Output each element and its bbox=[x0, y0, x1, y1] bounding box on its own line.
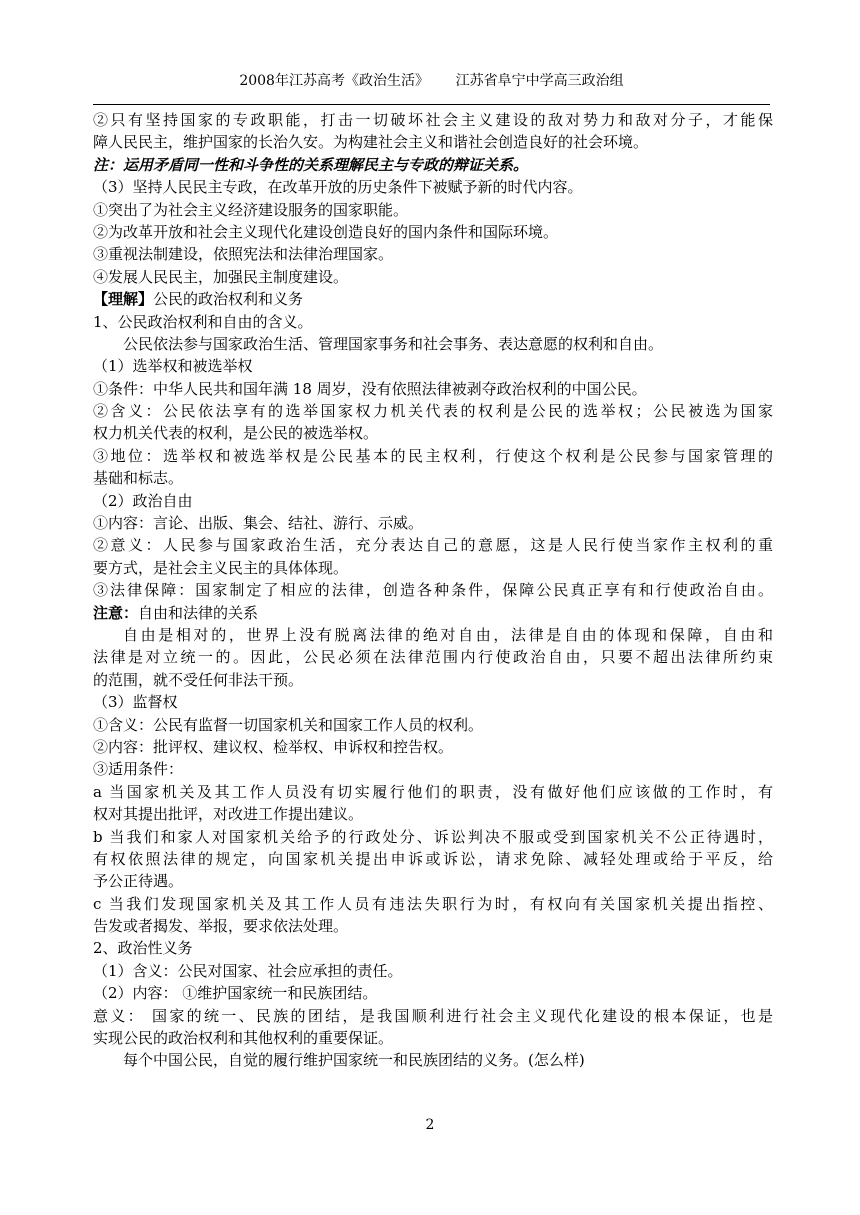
text-line: b 当我们和家人对国家机关给予的行政处分、诉讼判决不服或受到国家机关不公正待遇时， bbox=[93, 827, 773, 846]
text-line: 基础和标志。 bbox=[93, 469, 184, 488]
text-line: ①含义：公民有监督一切国家机关和国家工作人员的权利。 bbox=[93, 715, 484, 734]
text-line: （2）内容： ①维护国家统一和民族团结。 bbox=[93, 984, 378, 1003]
text-line: ①内容：言论、出版、集会、结社、游行、示威。 bbox=[93, 514, 424, 533]
text-line: ③重视法制建设，依照宪法和法律治理国家。 bbox=[93, 245, 394, 264]
line-text: 公民的政治权利和义务 bbox=[153, 290, 304, 309]
text-line: 权力机关代表的权利，是公民的被选举权。 bbox=[93, 424, 379, 443]
document-body bbox=[93, 109, 773, 1072]
page-number: 2 bbox=[425, 1117, 435, 1133]
text-line: （3）监督权 bbox=[93, 693, 178, 712]
text-line: （3）坚持人民民主专政，在改革开放的历史条件下被赋予新的时代内容。 bbox=[93, 178, 583, 197]
text-line bbox=[93, 602, 773, 624]
text-line: ①突出了为社会主义经济建设服务的国家职能。 bbox=[93, 200, 409, 219]
text-line: 自由是相对的，世界上没有脱离法律的绝对自由，法律是自由的体现和保障，自由和 bbox=[123, 625, 773, 644]
text-line: ②意义：人民参与国家政治生活，充分表达自己的意愿，这是人民行使当家作主权利的重 bbox=[93, 536, 773, 555]
text-line: 予公正待遇。 bbox=[93, 872, 184, 891]
text-line: ③法律保障：国家制定了相应的法律，创造各种条件，保障公民真正享有和行使政治自由。 bbox=[93, 581, 773, 600]
text-line bbox=[93, 288, 773, 310]
bold-label: 【理解】 bbox=[93, 290, 154, 309]
text-line: ②含义：公民依法享有的选举国家权力机关代表的权利是公民的选举权；公民被选为国家 bbox=[93, 402, 773, 421]
text-line: c 当我们发现国家机关及其工作人员有违法失职行为时，有权向有关国家机关提出指控、 bbox=[93, 894, 773, 913]
text-line: 有权依照法律的规定，向国家机关提出申诉或诉讼，请求免除、减轻处理或给于平反，给 bbox=[93, 849, 773, 868]
text-line: ②内容：批评权、建议权、检举权、申诉权和控告权。 bbox=[93, 737, 454, 756]
text-line: 每个中国公民，自觉的履行维护国家统一和民族团结的义务。(怎么样) bbox=[123, 1051, 585, 1070]
text-line: （1）含义：公民对国家、社会应承担的责任。 bbox=[93, 961, 403, 980]
text-line: 注：运用矛盾同一性和斗争性的关系理解民主与专政的辩证关系。 bbox=[93, 155, 529, 174]
text-line: 1、公民政治权利和自由的含义。 bbox=[93, 312, 313, 331]
text-line: ④发展人民民主，加强民主制度建设。 bbox=[93, 267, 349, 286]
text-line: 障人民民主，维护国家的长治久安。为构建社会主义和谐社会创造良好的社会环境。 bbox=[93, 133, 649, 152]
text-line: ③适用条件： bbox=[93, 760, 184, 779]
text-line: a 当国家机关及其工作人员没有切实履行他们的职责，没有做好他们应该做的工作时，有 bbox=[93, 782, 773, 801]
text-line: ①条件：中华人民共和国年满 18 周岁，没有依照法律被剥夺政治权利的中国公民。 bbox=[93, 379, 647, 398]
text-line: （1）选举权和被选举权 bbox=[93, 357, 253, 376]
text-line: 2、政治性义务 bbox=[93, 939, 193, 958]
page-header: 2008年江苏高考《政治生活》 江苏省阜宁中学高三政治组 bbox=[239, 73, 624, 89]
text-line: ②为改革开放和社会主义现代化建设创造良好的国内条件和国际环境。 bbox=[93, 222, 559, 241]
text-line: 的范围，就不受任何非法干预。 bbox=[93, 670, 304, 689]
text-line: 公民依法参与国家政治生活、管理国家事务和社会事务、表达意愿的权利和自由。 bbox=[123, 334, 664, 353]
text-line: 权对其提出批评，对改进工作提出建议。 bbox=[93, 805, 364, 824]
text-line: 实现公民的政治权利和其他权利的重要保证。 bbox=[93, 1029, 394, 1048]
text-line: ③地位：选举权和被选举权是公民基本的民主权利，行使这个权利是公民参与国家管理的 bbox=[93, 446, 773, 465]
text-line: 意义： 国家的统一、民族的团结，是我国顺利进行社会主义现代化建设的根本保证，也是 bbox=[93, 1006, 773, 1025]
header-rule bbox=[93, 104, 770, 105]
text-line: （2）政治自由 bbox=[93, 491, 193, 510]
bold-label: 注意： bbox=[93, 603, 139, 622]
text-line: ②只有坚持国家的专政职能，打击一切破坏社会主义建设的敌对势力和敌对分子，才能保 bbox=[93, 111, 773, 129]
text-line: 告发或者揭发、举报，要求依法处理。 bbox=[93, 917, 349, 936]
line-text: 自由和法律的关系 bbox=[138, 603, 259, 622]
text-line: 法律是对立统一的。因此，公民必须在法律范围内行使政治自由，只要不超出法律所约束 bbox=[93, 648, 773, 667]
text-line: 要方式，是社会主义民主的具体体现。 bbox=[93, 558, 349, 577]
